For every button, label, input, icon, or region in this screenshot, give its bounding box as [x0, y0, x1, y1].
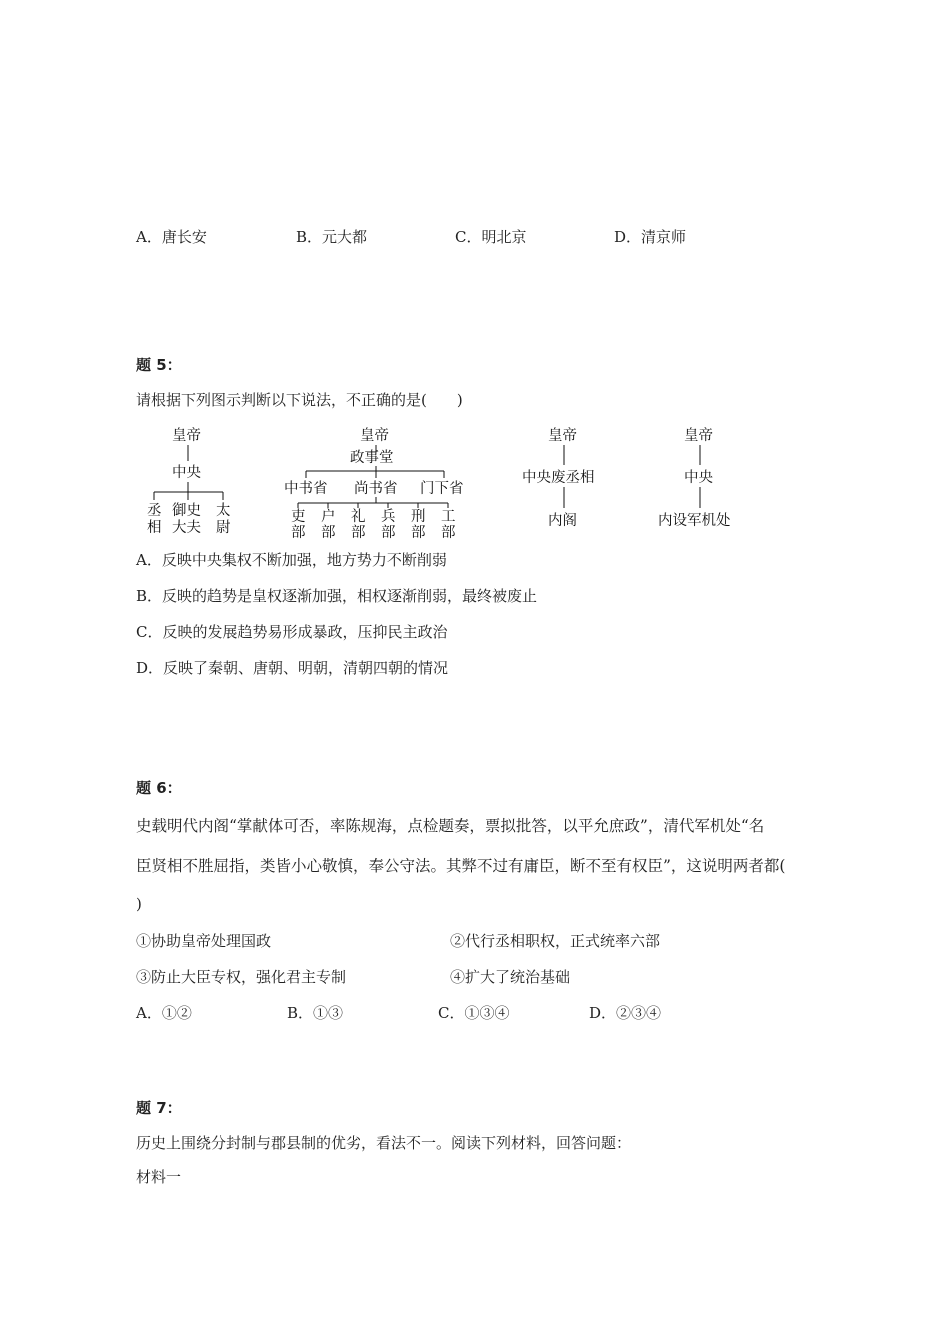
q7-heading: 题 7：	[136, 1099, 182, 1117]
d4-central: 中央	[684, 470, 713, 486]
q6-option-c: C．①③④	[438, 1004, 510, 1022]
q5-heading: 题 5：	[136, 356, 182, 374]
d3-abolish-chancellor: 中央废丞相	[522, 470, 595, 486]
q6-option-b: B．①③	[287, 1004, 344, 1022]
q7-material-label: 材料一	[136, 1168, 182, 1186]
d2-bu-4: 部	[381, 525, 396, 541]
d2-bu-1: 部	[291, 525, 306, 541]
d1-central: 中央	[172, 465, 201, 481]
d4-emperor: 皇帝	[684, 428, 713, 444]
d2-ministry-works: 工	[441, 509, 456, 525]
q5-organization-diagram	[128, 424, 768, 544]
q5-stem: 请根据下列图示判断以下说法，不正确的是( )	[136, 391, 463, 409]
d1-branch-commandant-b: 尉	[216, 520, 231, 536]
d1-emperor: 皇帝	[172, 428, 201, 444]
d3-emperor: 皇帝	[548, 428, 577, 444]
q6-item-4: ④扩大了统治基础	[450, 968, 571, 986]
d2-ministry-rites: 礼	[351, 509, 366, 525]
q6-stem-line-3: )	[136, 895, 142, 913]
q4-option-d: D．清京师	[614, 228, 687, 246]
q6-heading: 题 6：	[136, 779, 182, 797]
d2-zhengshitang: 政事堂	[350, 450, 394, 466]
q6-item-2: ②代行丞相职权，正式统率六部	[450, 932, 661, 950]
d2-shangshu: 尚书省	[354, 481, 398, 497]
d1-branch-chancellor-b: 相	[147, 520, 162, 536]
d1-branch-chancellor-a: 丞	[147, 503, 162, 519]
q4-option-c: C．明北京	[455, 228, 527, 246]
q6-stem-line-2: 臣贤相不胜屈指，类皆小心敬慎，奉公守法。其弊不过有庸臣，断不至有权臣”，这说明两者都(	[136, 857, 786, 875]
q5-option-d: D．反映了秦朝、唐朝、明朝，清朝四朝的情况	[136, 659, 449, 677]
q7-stem: 历史上围绕分封制与郡县制的优劣，看法不一。阅读下列材料，回答问题：	[136, 1134, 632, 1152]
q6-stem-line-1: 史载明代内阁“掌献体可否，率陈规海，点检题奏，票拟批答，以平允庶政”，清代军机处“名	[136, 817, 765, 835]
d1-branch-commandant-a: 太	[216, 503, 231, 519]
d2-bu-5: 部	[411, 525, 426, 541]
q6-option-a: A．①②	[136, 1004, 192, 1022]
d1-branch-censor-a: 御史	[172, 503, 201, 519]
q6-item-3: ③防止大臣专权，强化君主专制	[136, 968, 347, 986]
d4-grand-council: 内设军机处	[658, 513, 731, 529]
d3-grand-secretariat: 内阁	[548, 513, 577, 529]
q5-option-c: C．反映的发展趋势易形成暴政，压抑民主政治	[136, 623, 448, 641]
q6-item-1: ①协助皇帝处理国政	[136, 932, 272, 950]
d2-ministry-revenue: 户	[321, 509, 336, 525]
d2-bu-2: 部	[321, 525, 336, 541]
d2-menxia: 门下省	[420, 481, 464, 497]
q4-option-b: B．元大都	[296, 228, 368, 246]
d2-ministry-personnel: 吏	[291, 509, 306, 525]
q4-option-a: A．唐长安	[136, 228, 207, 246]
d2-emperor: 皇帝	[360, 428, 389, 444]
q5-option-a: A．反映中央集权不断加强，地方势力不断削弱	[136, 551, 447, 569]
q5-option-b: B．反映的趋势是皇权逐渐加强，相权逐渐削弱，最终被废止	[136, 587, 538, 605]
d2-zhongshu: 中书省	[284, 481, 328, 497]
d2-ministry-war: 兵	[381, 509, 396, 525]
q6-option-d: D．②③④	[589, 1004, 662, 1022]
d2-bu-6: 部	[441, 525, 456, 541]
d2-ministry-justice: 刑	[411, 509, 426, 525]
d2-bu-3: 部	[351, 525, 366, 541]
d1-branch-censor-b: 大夫	[172, 520, 201, 536]
